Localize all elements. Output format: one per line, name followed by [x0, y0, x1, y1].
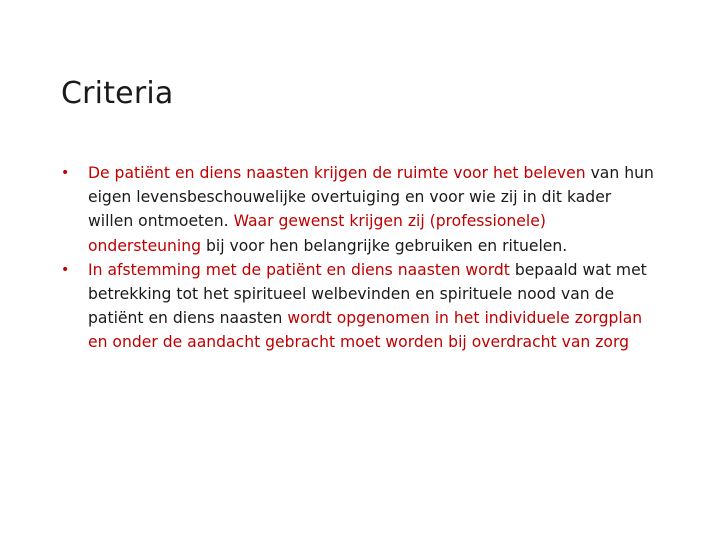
bullet-2-segment-3: wordt opgenomen in het individuele zorgplan en onder de aandacht gebracht moet worden bij overdracht van zorg — [88, 309, 643, 352]
bullet-list — [61, 161, 661, 355]
bullet-2-segment-1: In afstemming met de patiënt en diens naasten wordt — [88, 260, 510, 279]
bullet-2-segment-2: bepaald wat met betrekking tot het spiritueel welbevinden en spirituele nood van de patiënt en diens naasten — [88, 260, 647, 328]
bullet-1-segment-1: De patiënt en diens naasten krijgen de ruimte voor het beleven — [88, 164, 586, 182]
bullet-1-segment-3: Waar gewenst krijgen zij (professionele) ondersteuning — [88, 212, 546, 255]
slide-title: Criteria — [61, 76, 174, 111]
bullet-item-1 — [61, 161, 661, 258]
bullet-1-segment-2: van hun eigen levensbeschouwelijke overtuiging en voor wie zij in dit kader willen ontmoeten. — [88, 164, 654, 231]
bullet-marker-icon: • — [61, 165, 70, 181]
bullet-marker-icon: • — [61, 261, 70, 278]
bullet-1-segment-4: bij voor hen belangrijke gebruiken en rituelen. — [201, 236, 568, 255]
bullet-item-2 — [61, 258, 661, 355]
